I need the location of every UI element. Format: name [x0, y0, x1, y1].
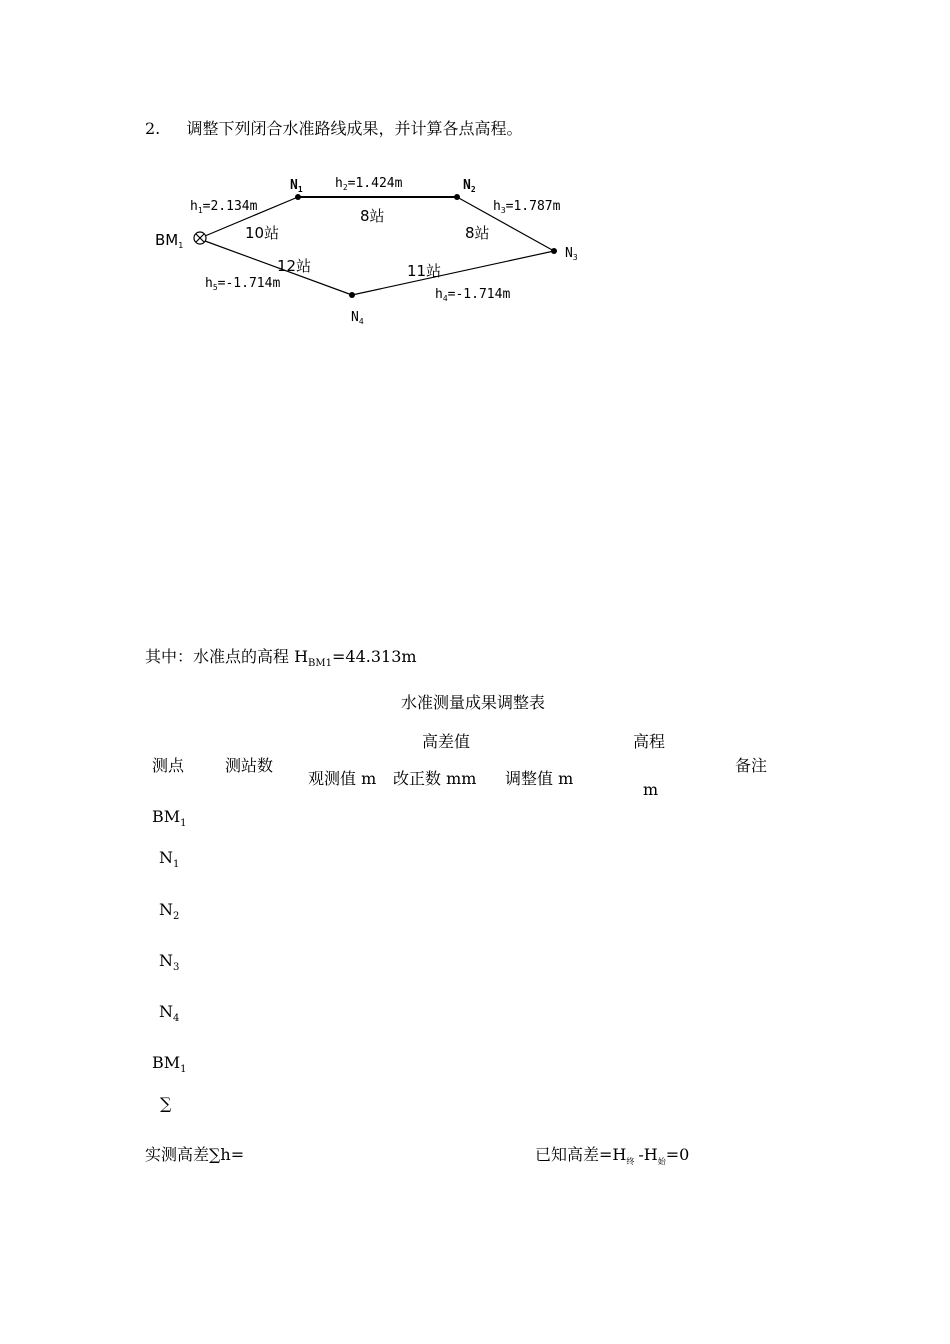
- given-elevation: 其中：水准点的高程 $H_{BM1}=44.313m$: [145, 647, 417, 669]
- row-label: $BM_1$: [152, 807, 187, 829]
- question-text: 调整下列闭合水准路线成果，并计算各点高程。: [186, 119, 523, 138]
- measured-sum: 实测高差∑h=: [145, 1145, 245, 1164]
- stations-bm1-n1: 10站: [245, 224, 280, 242]
- label-n1: $N_1$: [290, 178, 303, 194]
- label-bm1: $BM_1$: [155, 231, 184, 250]
- point-n3-dot: [551, 248, 557, 254]
- stations-n4-bm1: 12站: [277, 257, 312, 275]
- h1-label: $h_1=2.134m$: [190, 199, 258, 215]
- row-label: $BM_1$: [152, 1053, 187, 1075]
- row-label: $N_4$: [159, 1002, 180, 1024]
- header-elevation-unit: m: [643, 780, 659, 799]
- h5-label: $h_5=-1.714m$: [205, 276, 281, 292]
- h4-label: $h_4=-1.714m$: [435, 287, 511, 303]
- question-heading: [145, 119, 522, 139]
- row-label: $N_2$: [159, 900, 180, 922]
- benchmark-symbol: [194, 232, 206, 244]
- point-n1-dot: [295, 194, 301, 200]
- stations-n2-n3: 8站: [465, 224, 490, 242]
- point-n4-dot: [349, 292, 355, 298]
- leveling-route-diagram: [145, 165, 605, 335]
- h3-label: $h_3=1.787m$: [493, 199, 561, 215]
- header-correction: 改正数 mm: [393, 769, 477, 788]
- h2-label: $h_2=1.424m$: [335, 176, 403, 192]
- header-remark: 备注: [735, 756, 768, 775]
- question-number: 2.: [145, 119, 161, 138]
- table-title: 水准测量成果调整表: [401, 693, 546, 712]
- row-label: $N_3$: [159, 951, 180, 973]
- row-label: $N_1$: [159, 848, 180, 870]
- header-elevation: 高程: [633, 732, 666, 751]
- label-n3: $N_3$: [565, 246, 578, 262]
- header-stations: 测站数: [225, 756, 274, 775]
- label-n2: $N_2$: [463, 178, 476, 194]
- stations-n1-n2: 8站: [360, 207, 385, 225]
- header-height-diff: 高差值: [422, 732, 471, 751]
- header-point: 测点: [152, 756, 185, 775]
- header-observed: 观测值 m: [308, 769, 377, 788]
- label-n4: $N_4$: [351, 310, 364, 326]
- row-label-sum: ∑: [160, 1094, 172, 1113]
- point-n2-dot: [454, 194, 460, 200]
- stations-n3-n4: 11站: [407, 262, 442, 280]
- header-adjusted: 调整值 m: [505, 769, 574, 788]
- known-height-diff: 已知高差$=H_终$ $-H_始=0$: [535, 1145, 690, 1166]
